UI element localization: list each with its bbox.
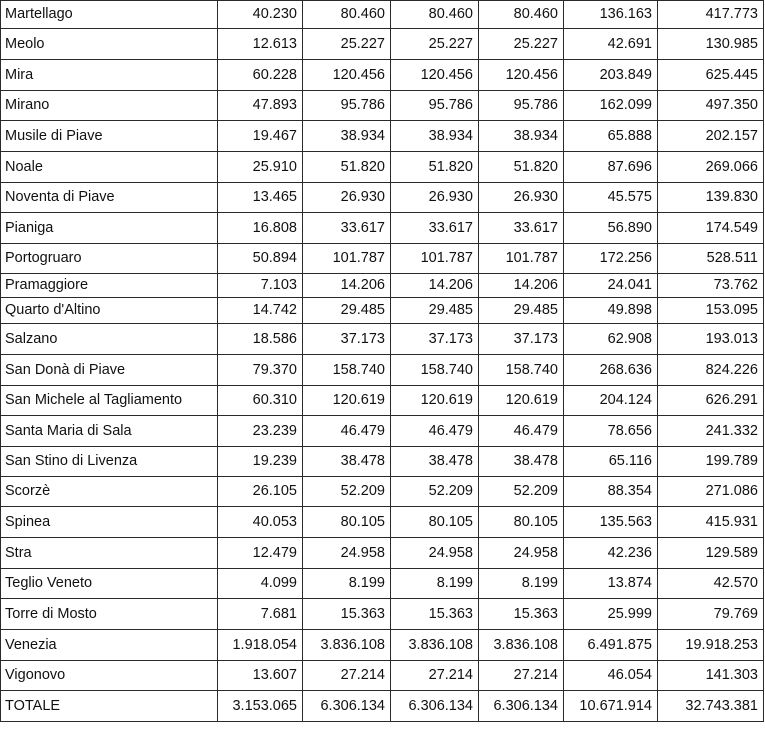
value-cell-col-3: 158.740 — [391, 355, 479, 386]
municipality-name-cell: Salzano — [1, 324, 218, 355]
value-cell-col-4: 3.836.108 — [479, 630, 564, 661]
value-cell-col-1: 40.053 — [218, 507, 303, 538]
value-cell-col-4: 120.456 — [479, 60, 564, 91]
table-row — [1, 60, 764, 91]
value-cell-col-6: 130.985 — [658, 29, 764, 60]
value-cell-col-4: 8.199 — [479, 569, 564, 599]
value-cell-col-6: 19.918.253 — [658, 630, 764, 661]
value-cell-col-6: 497.350 — [658, 91, 764, 121]
value-cell-col-1: 60.310 — [218, 386, 303, 416]
municipality-name-cell: Teglio Veneto — [1, 569, 218, 599]
value-cell-col-4: 52.209 — [479, 477, 564, 507]
value-cell-col-6: 269.066 — [658, 152, 764, 183]
value-cell-col-2: 38.934 — [303, 121, 391, 152]
municipality-name-cell: Venezia — [1, 630, 218, 661]
value-cell-col-3: 27.214 — [391, 661, 479, 691]
value-cell-col-3: 25.227 — [391, 29, 479, 60]
value-cell-col-4: 33.617 — [479, 213, 564, 244]
table-row — [1, 386, 764, 416]
municipality-name-cell: Portogruaro — [1, 244, 218, 274]
value-cell-col-1: 19.239 — [218, 447, 303, 477]
value-cell-col-2: 80.105 — [303, 507, 391, 538]
value-cell-col-1: 26.105 — [218, 477, 303, 507]
value-cell-col-1: 19.467 — [218, 121, 303, 152]
value-cell-col-2: 33.617 — [303, 213, 391, 244]
value-cell-col-1: 50.894 — [218, 244, 303, 274]
value-cell-col-4: 158.740 — [479, 355, 564, 386]
municipality-name-cell: Meolo — [1, 29, 218, 60]
value-cell-col-1: 18.586 — [218, 324, 303, 355]
total-row — [1, 691, 764, 722]
value-cell-col-5: 62.908 — [564, 324, 658, 355]
value-cell-col-4: 14.206 — [479, 274, 564, 298]
municipality-name-cell: Musile di Piave — [1, 121, 218, 152]
value-cell-col-2: 46.479 — [303, 416, 391, 447]
value-cell-col-3: 26.930 — [391, 183, 479, 213]
value-cell-col-4: 80.460 — [479, 1, 564, 29]
value-cell-col-2: 29.485 — [303, 298, 391, 324]
table-row — [1, 29, 764, 60]
value-cell-col-4: 95.786 — [479, 91, 564, 121]
value-cell-col-5: 135.563 — [564, 507, 658, 538]
value-cell-col-3: 120.456 — [391, 60, 479, 91]
value-cell-col-6: 79.769 — [658, 599, 764, 630]
value-cell-col-3: 52.209 — [391, 477, 479, 507]
value-cell-col-3: 38.934 — [391, 121, 479, 152]
value-cell-col-6: 202.157 — [658, 121, 764, 152]
value-cell-col-3: 33.617 — [391, 213, 479, 244]
municipality-name-cell: Noventa di Piave — [1, 183, 218, 213]
table-row — [1, 274, 764, 298]
table-row — [1, 324, 764, 355]
value-cell-col-4: 29.485 — [479, 298, 564, 324]
municipality-name-cell: San Donà di Piave — [1, 355, 218, 386]
municipality-name-cell: Pianiga — [1, 213, 218, 244]
value-cell-col-6: 824.226 — [658, 355, 764, 386]
value-cell-col-5: 136.163 — [564, 1, 658, 29]
value-cell-col-5: 13.874 — [564, 569, 658, 599]
value-cell-col-2: 6.306.134 — [303, 691, 391, 722]
value-cell-col-1: 14.742 — [218, 298, 303, 324]
value-cell-col-3: 15.363 — [391, 599, 479, 630]
value-cell-col-4: 15.363 — [479, 599, 564, 630]
value-cell-col-3: 38.478 — [391, 447, 479, 477]
value-cell-col-1: 4.099 — [218, 569, 303, 599]
value-cell-col-3: 80.105 — [391, 507, 479, 538]
value-cell-col-5: 88.354 — [564, 477, 658, 507]
value-cell-col-5: 172.256 — [564, 244, 658, 274]
municipality-name-cell: Scorzè — [1, 477, 218, 507]
value-cell-col-3: 80.460 — [391, 1, 479, 29]
value-cell-col-2: 8.199 — [303, 569, 391, 599]
value-cell-col-4: 25.227 — [479, 29, 564, 60]
value-cell-col-6: 271.086 — [658, 477, 764, 507]
table-row — [1, 298, 764, 324]
value-cell-col-1: 7.103 — [218, 274, 303, 298]
value-cell-col-5: 25.999 — [564, 599, 658, 630]
value-cell-col-5: 10.671.914 — [564, 691, 658, 722]
value-cell-col-2: 80.460 — [303, 1, 391, 29]
value-cell-col-5: 65.116 — [564, 447, 658, 477]
value-cell-col-1: 13.465 — [218, 183, 303, 213]
value-cell-col-5: 162.099 — [564, 91, 658, 121]
municipality-name-cell: Mira — [1, 60, 218, 91]
value-cell-col-1: 13.607 — [218, 661, 303, 691]
value-cell-col-5: 49.898 — [564, 298, 658, 324]
value-cell-col-5: 46.054 — [564, 661, 658, 691]
value-cell-col-3: 95.786 — [391, 91, 479, 121]
value-cell-col-4: 51.820 — [479, 152, 564, 183]
municipality-name-cell: Spinea — [1, 507, 218, 538]
value-cell-col-4: 38.934 — [479, 121, 564, 152]
value-cell-col-5: 45.575 — [564, 183, 658, 213]
municipality-name-cell: Vigonovo — [1, 661, 218, 691]
value-cell-col-6: 193.013 — [658, 324, 764, 355]
table-row — [1, 447, 764, 477]
value-cell-col-6: 625.445 — [658, 60, 764, 91]
value-cell-col-6: 626.291 — [658, 386, 764, 416]
value-cell-col-4: 26.930 — [479, 183, 564, 213]
value-cell-col-1: 12.613 — [218, 29, 303, 60]
value-cell-col-2: 51.820 — [303, 152, 391, 183]
value-cell-col-3: 6.306.134 — [391, 691, 479, 722]
value-cell-col-3: 14.206 — [391, 274, 479, 298]
municipality-name-cell: Santa Maria di Sala — [1, 416, 218, 447]
value-cell-col-4: 24.958 — [479, 538, 564, 569]
value-cell-col-4: 6.306.134 — [479, 691, 564, 722]
table-row — [1, 507, 764, 538]
value-cell-col-2: 52.209 — [303, 477, 391, 507]
value-cell-col-6: 32.743.381 — [658, 691, 764, 722]
value-cell-col-4: 120.619 — [479, 386, 564, 416]
value-cell-col-2: 101.787 — [303, 244, 391, 274]
municipality-name-cell: Martellago — [1, 1, 218, 29]
value-cell-col-1: 7.681 — [218, 599, 303, 630]
value-cell-col-4: 80.105 — [479, 507, 564, 538]
value-cell-col-1: 3.153.065 — [218, 691, 303, 722]
value-cell-col-6: 141.303 — [658, 661, 764, 691]
value-cell-col-2: 24.958 — [303, 538, 391, 569]
value-cell-col-5: 42.236 — [564, 538, 658, 569]
value-cell-col-1: 1.918.054 — [218, 630, 303, 661]
municipality-name-cell: San Stino di Livenza — [1, 447, 218, 477]
value-cell-col-2: 26.930 — [303, 183, 391, 213]
value-cell-col-3: 8.199 — [391, 569, 479, 599]
table-row — [1, 630, 764, 661]
value-cell-col-4: 37.173 — [479, 324, 564, 355]
municipality-name-cell: Mirano — [1, 91, 218, 121]
municipality-name-cell: Torre di Mosto — [1, 599, 218, 630]
value-cell-col-2: 158.740 — [303, 355, 391, 386]
value-cell-col-6: 153.095 — [658, 298, 764, 324]
table-row — [1, 538, 764, 569]
value-cell-col-2: 38.478 — [303, 447, 391, 477]
value-cell-col-1: 60.228 — [218, 60, 303, 91]
municipality-name-cell: TOTALE — [1, 691, 218, 722]
value-cell-col-6: 73.762 — [658, 274, 764, 298]
value-cell-col-3: 3.836.108 — [391, 630, 479, 661]
value-cell-col-3: 51.820 — [391, 152, 479, 183]
value-cell-col-3: 29.485 — [391, 298, 479, 324]
value-cell-col-1: 16.808 — [218, 213, 303, 244]
value-cell-col-2: 14.206 — [303, 274, 391, 298]
value-cell-col-1: 23.239 — [218, 416, 303, 447]
value-cell-col-5: 24.041 — [564, 274, 658, 298]
value-cell-col-5: 203.849 — [564, 60, 658, 91]
value-cell-col-6: 528.511 — [658, 244, 764, 274]
value-cell-col-6: 174.549 — [658, 213, 764, 244]
value-cell-col-3: 101.787 — [391, 244, 479, 274]
table-row — [1, 416, 764, 447]
value-cell-col-2: 37.173 — [303, 324, 391, 355]
value-cell-col-5: 87.696 — [564, 152, 658, 183]
municipality-name-cell: Pramaggiore — [1, 274, 218, 298]
value-cell-col-1: 79.370 — [218, 355, 303, 386]
value-cell-col-4: 38.478 — [479, 447, 564, 477]
value-cell-col-6: 415.931 — [658, 507, 764, 538]
table-body — [1, 1, 764, 722]
table-row — [1, 121, 764, 152]
value-cell-col-3: 24.958 — [391, 538, 479, 569]
value-cell-col-6: 241.332 — [658, 416, 764, 447]
value-cell-col-3: 120.619 — [391, 386, 479, 416]
value-cell-col-6: 139.830 — [658, 183, 764, 213]
value-cell-col-1: 47.893 — [218, 91, 303, 121]
value-cell-col-5: 42.691 — [564, 29, 658, 60]
table-row — [1, 1, 764, 29]
value-cell-col-4: 27.214 — [479, 661, 564, 691]
value-cell-col-1: 40.230 — [218, 1, 303, 29]
value-cell-col-4: 101.787 — [479, 244, 564, 274]
value-cell-col-3: 46.479 — [391, 416, 479, 447]
value-cell-col-5: 65.888 — [564, 121, 658, 152]
value-cell-col-5: 78.656 — [564, 416, 658, 447]
value-cell-col-6: 417.773 — [658, 1, 764, 29]
value-cell-col-5: 6.491.875 — [564, 630, 658, 661]
value-cell-col-5: 204.124 — [564, 386, 658, 416]
table-row — [1, 599, 764, 630]
table-row — [1, 183, 764, 213]
value-cell-col-2: 3.836.108 — [303, 630, 391, 661]
value-cell-col-2: 95.786 — [303, 91, 391, 121]
value-cell-col-2: 27.214 — [303, 661, 391, 691]
value-cell-col-2: 120.456 — [303, 60, 391, 91]
value-cell-col-5: 56.890 — [564, 213, 658, 244]
value-cell-col-1: 25.910 — [218, 152, 303, 183]
value-cell-col-3: 37.173 — [391, 324, 479, 355]
value-cell-col-6: 199.789 — [658, 447, 764, 477]
table-row — [1, 91, 764, 121]
value-cell-col-1: 12.479 — [218, 538, 303, 569]
value-cell-col-2: 15.363 — [303, 599, 391, 630]
municipality-name-cell: Stra — [1, 538, 218, 569]
table-row — [1, 152, 764, 183]
table-row — [1, 244, 764, 274]
value-cell-col-2: 120.619 — [303, 386, 391, 416]
municipality-name-cell: Noale — [1, 152, 218, 183]
value-cell-col-6: 42.570 — [658, 569, 764, 599]
value-cell-col-5: 268.636 — [564, 355, 658, 386]
value-cell-col-4: 46.479 — [479, 416, 564, 447]
municipality-name-cell: San Michele al Tagliamento — [1, 386, 218, 416]
table-row — [1, 477, 764, 507]
table-row — [1, 661, 764, 691]
table-row — [1, 213, 764, 244]
value-cell-col-2: 25.227 — [303, 29, 391, 60]
value-cell-col-6: 129.589 — [658, 538, 764, 569]
table-row — [1, 569, 764, 599]
municipality-name-cell: Quarto d'Altino — [1, 298, 218, 324]
table-row — [1, 355, 764, 386]
